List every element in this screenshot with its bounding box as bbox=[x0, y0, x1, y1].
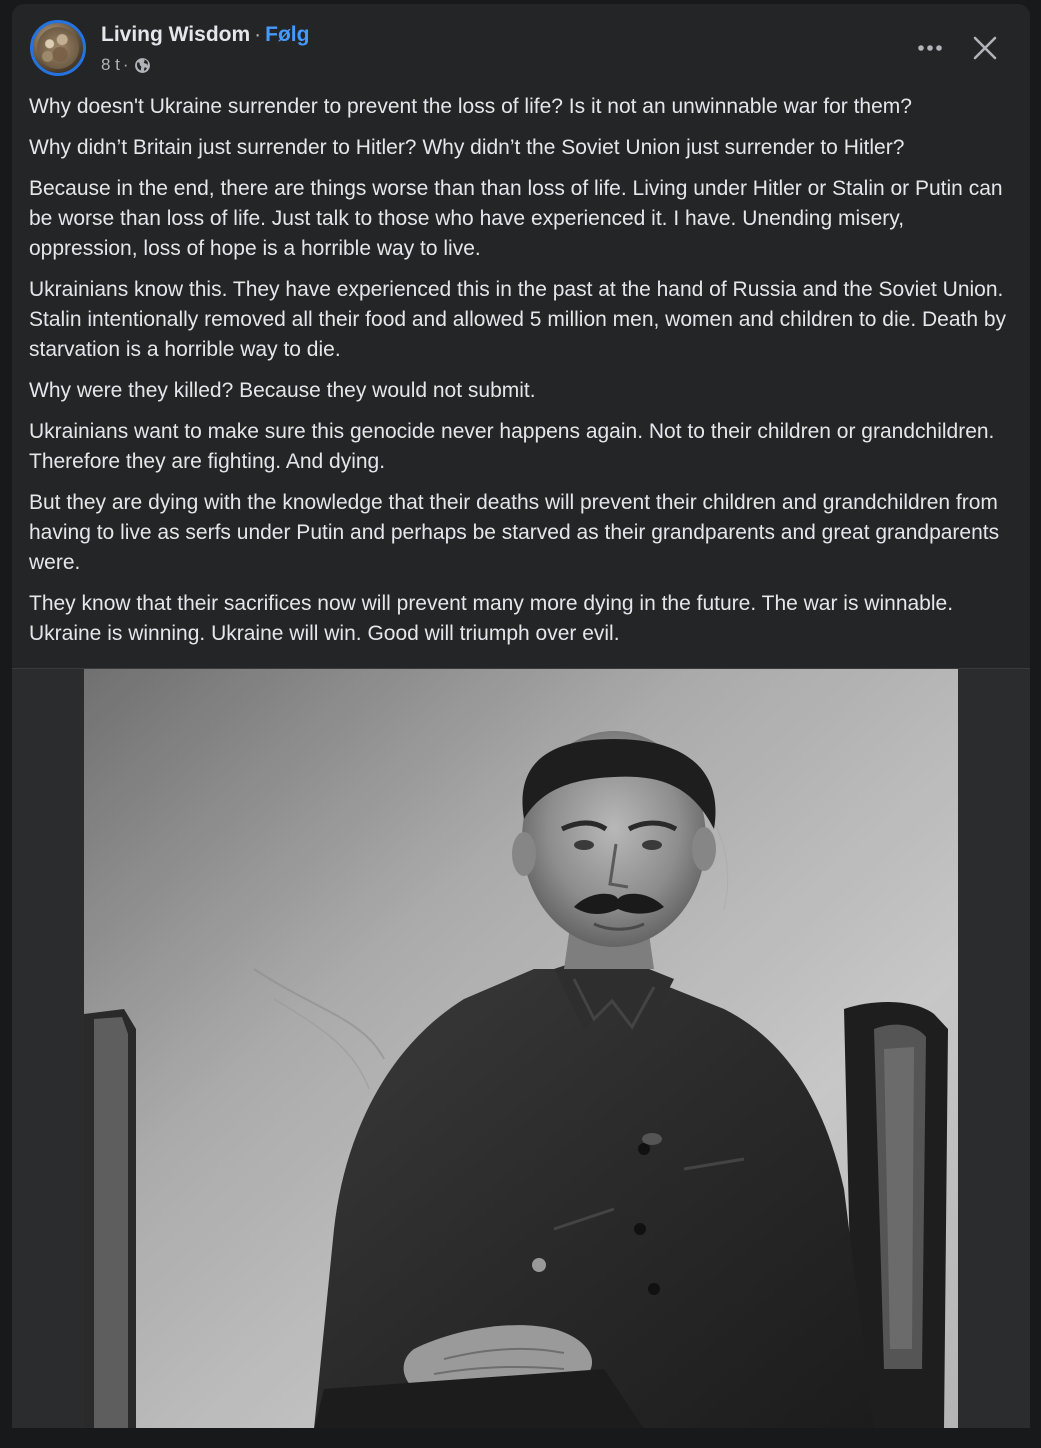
portrait-photo bbox=[84, 669, 958, 1428]
post-paragraph: Why didn’t Britain just surrender to Hitler? Why didn’t the Soviet Union just surrender to Hitler? bbox=[29, 136, 905, 159]
follow-button[interactable]: Følg bbox=[265, 23, 310, 46]
post-photo[interactable] bbox=[84, 669, 958, 1428]
post-timestamp[interactable]: 8 t bbox=[101, 55, 120, 74]
post-paragraph: Ukrainians know this. They have experienced this in the past at the hand of Russia and the Soviet Union. Stalin intentionally removed all their food and allowed 5 million men, women and children to die. Death by starvation is a horrible way to die. bbox=[29, 278, 1007, 361]
avatar-image bbox=[37, 27, 79, 69]
more-options-icon bbox=[917, 44, 943, 52]
post-header bbox=[12, 4, 1030, 90]
more-options-button[interactable] bbox=[910, 28, 950, 68]
post-meta bbox=[101, 54, 151, 76]
post-paragraph: They know that their sacrifices now will prevent many more dying in the future. The war is winnable. Ukraine is winning. Ukraine will win. Good will triumph over evil. bbox=[29, 592, 954, 645]
post-paragraph: Because in the end, there are things worse than than loss of life. Living under Hitler or Stalin or Putin can be worse than loss of life. Just talk to those who have experienced it. I have. Unending misery, oppression, loss of hope is a horrible way to live. bbox=[29, 177, 1003, 260]
post-card bbox=[12, 4, 1030, 1428]
page-bottom bbox=[0, 1428, 1041, 1448]
author-name[interactable]: Living Wisdom bbox=[101, 23, 251, 46]
close-button[interactable] bbox=[965, 28, 1005, 68]
post-body bbox=[29, 92, 1014, 660]
post-paragraph: Why doesn't Ukraine surrender to prevent the loss of life? Is it not an unwinnable war for them? bbox=[29, 95, 912, 118]
author-line bbox=[101, 22, 309, 48]
post-paragraph: But they are dying with the knowledge that their deaths will prevent their children and grandchildren from having to live as serfs under Putin and perhaps be starved as their grandparents and great grandparents were. bbox=[29, 491, 1000, 574]
avatar[interactable] bbox=[30, 20, 86, 76]
close-icon bbox=[973, 36, 997, 60]
post-paragraph: Ukrainians want to make sure this genocide never happens again. Not to their children or grandchildren. Therefore they are fighting. And dying. bbox=[29, 420, 995, 473]
post-media bbox=[12, 668, 1030, 1428]
post-paragraph: Why were they killed? Because they would not submit. bbox=[29, 379, 536, 402]
globe-icon[interactable] bbox=[134, 57, 151, 74]
name-separator: · bbox=[254, 23, 262, 46]
meta-separator: · bbox=[122, 55, 129, 74]
